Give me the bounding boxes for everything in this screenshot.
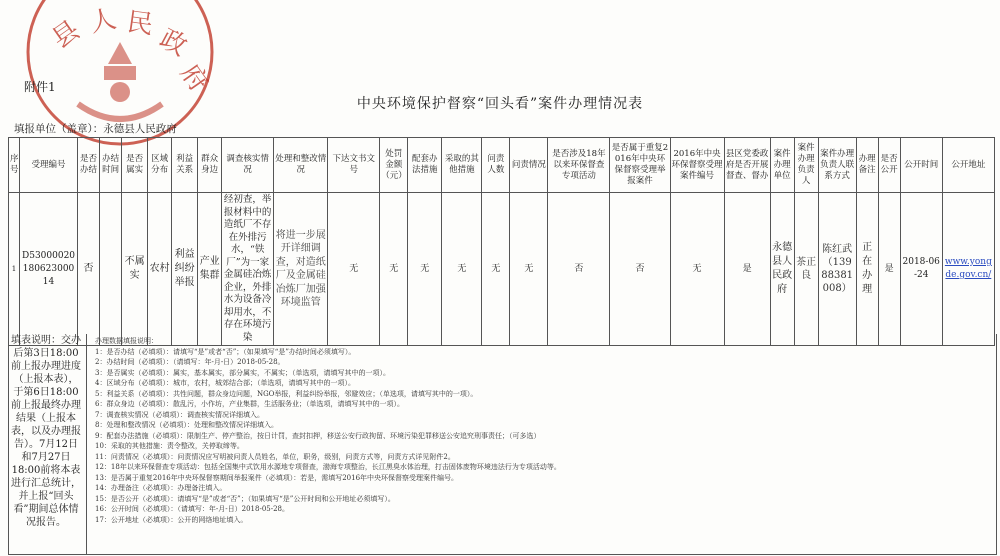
header-fine: 处罚金额（元） bbox=[380, 138, 408, 193]
page-title: 中央环境保护督察“回头看”案件办理情况表 bbox=[356, 96, 644, 112]
instruction-item: 2：办结时间（必填项）：（请填写：年-月-日）2018-05-28。 bbox=[95, 358, 285, 366]
cell-public-url bbox=[942, 193, 994, 346]
official-seal-stamp bbox=[8, 4, 214, 140]
fill-instructions-note: 填表说明：交办后第3日18:00前上报办理进度（上报本表），于第6日18:00前上报最终办理结果（上报本表，以及办理报告）。7月12日和7月27日18:00前将本表进行汇总统计，并上报“回头看”期间总体情况报告。 bbox=[11, 335, 81, 528]
cell-public-time: 2018-06-24 bbox=[900, 193, 942, 346]
cell-remark: 正在办理 bbox=[856, 193, 878, 346]
cell-special-campaign: 否 bbox=[548, 193, 610, 346]
cell-handling: 将进一步展开详细调查，对造纸厂及金属硅冶炼厂加强环境监管 bbox=[274, 193, 328, 346]
notes-section bbox=[8, 334, 997, 555]
header-public-time: 公开时间 bbox=[900, 138, 942, 193]
public-url-link[interactable]: www.yongde.gov.cn/ bbox=[944, 257, 992, 280]
attachment-label: 附件1 bbox=[24, 80, 56, 94]
cell-seq: 1 bbox=[9, 193, 20, 346]
instruction-item: 12：18年以来环保督查专项活动：包括全国集中式饮用水源地专项督查，渤海专项整治，长江黑臭水体治理，打击固体废物环境违法行为专项活动等。 bbox=[95, 463, 561, 471]
instruction-item: 5：利益关系（必填项）：共性问题，群众身边问题，NGO举报，利益纠纷举报，邻避效应；（单选项，请填写其中的一项）。 bbox=[95, 389, 478, 398]
case-table bbox=[8, 137, 995, 346]
header-document: 下达文书文号 bbox=[328, 138, 380, 193]
header-contact: 案件办理负责人联系方式 bbox=[818, 138, 856, 193]
header-around: 群众身边 bbox=[198, 138, 222, 193]
cell-repeat-2016: 否 bbox=[610, 193, 670, 346]
table-header-row bbox=[9, 138, 995, 193]
svg-text:政: 政 bbox=[154, 23, 192, 63]
instructions-list bbox=[95, 336, 990, 525]
cell-document: 无 bbox=[328, 193, 380, 346]
header-repeat-2016: 是否属于重复2016年中央环保督察受理举报案件 bbox=[610, 138, 670, 193]
instruction-item: 13：是否属于重复2016年中央环保督察期间举报案件（必填项）：若是，需填写2016年中央环保督察受理案件编号。 bbox=[95, 473, 459, 482]
header-closed: 是否办结 bbox=[78, 138, 100, 193]
cell-handler: 茶正良 bbox=[794, 193, 818, 346]
table-row bbox=[9, 193, 995, 346]
cell-interest: 利益纠纷举报 bbox=[172, 193, 198, 346]
instruction-item: 11：问责情况（必填项）：问责情况应写明被问责人员姓名，单位，职务，级别，问责方式等，问责方式详见附件2。 bbox=[95, 452, 455, 461]
cell-true: 不属实 bbox=[122, 193, 148, 346]
instruction-item: 7：调查核实情况（必填项）：调查核实情况详细填入。 bbox=[95, 410, 264, 419]
svg-text:县: 县 bbox=[46, 15, 86, 55]
cell-around: 产业集群 bbox=[198, 193, 222, 346]
header-true: 是否属实 bbox=[122, 138, 148, 193]
header-accountable-count: 问责人数 bbox=[482, 138, 510, 193]
svg-text:府: 府 bbox=[174, 58, 214, 98]
cell-accountable-count: 无 bbox=[482, 193, 510, 346]
cell-case-id: D5300002018062300014 bbox=[20, 193, 78, 346]
header-accountability: 问责情况 bbox=[510, 138, 548, 193]
cell-investigation: 经初查，举报材料中的造纸厂不存在外排污水，“铁厂”为一家金属硅冶炼企业，外排水为设备冷却用水，不存在环境污染 bbox=[222, 193, 274, 346]
cell-fine: 无 bbox=[380, 193, 408, 346]
instruction-item: 9：配套办法措施（必填项）：限制生产、停产整治，按日计罚，查封扣押，移送公安行政拘留、环境污染犯罪移送公安追究刑事责任；（可多选） bbox=[95, 431, 541, 440]
instruction-item: 17：公开地址（必填项）：公开的网络地址填入。 bbox=[95, 515, 248, 524]
cell-county-supervise: 是 bbox=[724, 193, 770, 346]
notes-divider bbox=[86, 334, 87, 554]
header-closed-time: 办结时间 bbox=[100, 138, 122, 193]
header-remark: 办理备注 bbox=[856, 138, 878, 193]
header-investigation: 调查核实情况 bbox=[222, 138, 274, 193]
header-handling-unit: 案件办理单位 bbox=[770, 138, 794, 193]
header-case-no-2016: 2016年中央环保督察受理案件编号 bbox=[670, 138, 724, 193]
header-region: 区域分布 bbox=[148, 138, 172, 193]
instruction-item: 办理数据填报说明： bbox=[95, 337, 158, 345]
instruction-item: 6：群众身边（必填项）：散乱污，小作坊，产业集群，生活服务业；（单选项，请填写其中的一项）。 bbox=[95, 400, 404, 408]
svg-text:民: 民 bbox=[125, 7, 155, 41]
cell-other-measures: 无 bbox=[442, 193, 482, 346]
cell-case-no-2016: 无 bbox=[670, 193, 724, 346]
instruction-item: 15：是否公开（必填项）：请填写“是”或者“否”；（如果填写“是”公开时间和公开地址必须填写）。 bbox=[95, 494, 395, 503]
cell-handling-unit: 永德县人民政府 bbox=[770, 193, 794, 346]
header-handler: 案件办理负责人 bbox=[794, 138, 818, 193]
instruction-item: 10：采取的其他措施：责令整改，关停取缔等。 bbox=[95, 442, 244, 450]
cell-contact: 陈红武（13988381008） bbox=[818, 193, 856, 346]
header-interest: 利益关系 bbox=[172, 138, 198, 193]
cell-closed-time bbox=[100, 193, 122, 346]
instruction-item: 4：区域分布（必填项）：城市，农村，城郊结合部；（单选项，请填写其中的一项）。 bbox=[95, 379, 355, 387]
instruction-item: 3：是否属实（必填项）：属实，基本属实，部分属实，不属实；（单选项，请填写其中的一项）。 bbox=[95, 368, 390, 377]
header-special-campaign: 是否涉及18年以来环保督查专项活动 bbox=[548, 138, 610, 193]
header-public-url: 公开地址 bbox=[942, 138, 994, 193]
header-public: 是否公开 bbox=[878, 138, 900, 193]
instruction-item: 1：是否办结（必填项）：请填写“是”或者“否”；（如果填写“是”办结时间必须填写）。 bbox=[95, 347, 356, 356]
cell-public: 是 bbox=[878, 193, 900, 346]
header-county-supervise: 县区党委政府是否开展督查、督办 bbox=[724, 138, 770, 193]
instruction-item: 16：公开时间（必填项）：（请填写：年-月-日）2018-05-28。 bbox=[95, 505, 289, 513]
instruction-item: 8：处理和整改情况（必填项）：处理和整改情况详细填入。 bbox=[95, 421, 278, 429]
svg-text:人: 人 bbox=[87, 4, 119, 39]
header-handling: 处理和整改情况 bbox=[274, 138, 328, 193]
cell-region: 农村 bbox=[148, 193, 172, 346]
header-seq: 序号 bbox=[9, 138, 20, 193]
cell-closed: 否 bbox=[78, 193, 100, 346]
instruction-item: 14：办理备注（必填项）：办理备注填入。 bbox=[95, 484, 227, 492]
header-measures: 配套办法措施 bbox=[408, 138, 442, 193]
header-case-id: 受理编号 bbox=[20, 138, 78, 193]
header-other-measures: 采取的其他措施 bbox=[442, 138, 482, 193]
cell-measures: 无 bbox=[408, 193, 442, 346]
fill-unit-label: 填报单位（盖章）：永德县人民政府 bbox=[14, 123, 177, 135]
cell-accountability: 无 bbox=[510, 193, 548, 346]
